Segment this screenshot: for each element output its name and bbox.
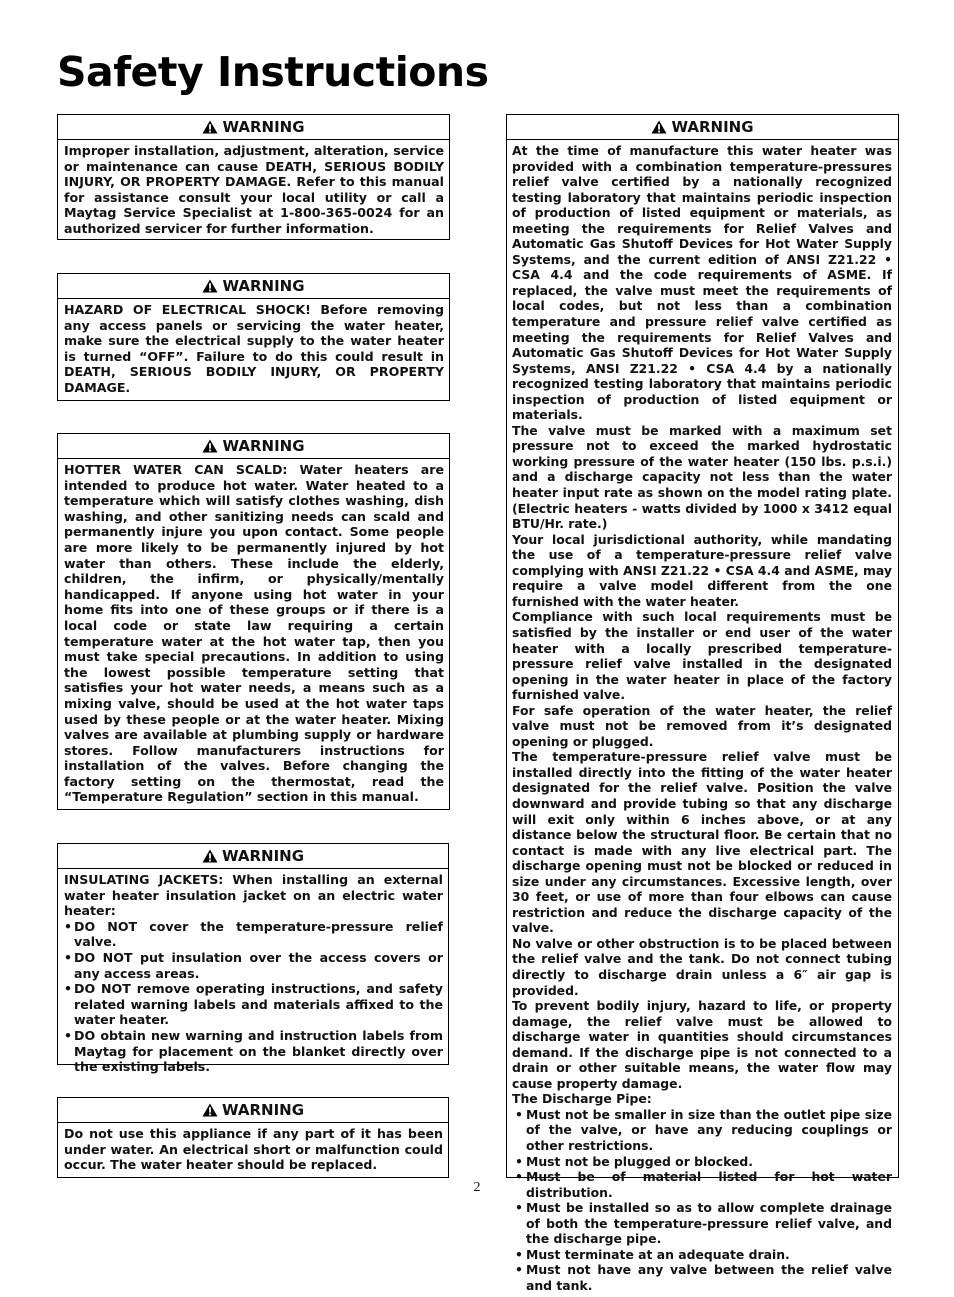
paragraph: No valve or other obstruction is to be placed between the relief valve and the tank. Do not connect tubing directly to discharge drain unless a 6″ air gap is provided.: [512, 935, 892, 998]
warning-header: [58, 434, 449, 459]
warning-triangle-icon: [202, 1103, 218, 1117]
page-number: 2: [473, 1180, 481, 1195]
warning-triangle-icon: [202, 849, 218, 863]
warning-intro: INSULATING JACKETS: When installing an external water heater insulation jacket on an electric water heater:: [64, 872, 443, 919]
warning-text: HAZARD OF ELECTRICAL SHOCK! Before removing any access panels or servicing the water heater, make sure the electrical supply to the water heater is turned “OFF”. Failure to do this could result in DEATH, SERIOUS BODILY INJURY, OR PROPERTY DAMAGE.: [64, 302, 444, 395]
paragraph: Your local jurisdictional authority, while mandating the use of a temperature-pressure relief valve complying with ANSI Z21.22 • CSA 4.4 and ASME, may require a valve model different from the one furnished with the water heater.: [512, 531, 892, 609]
warning-bullet-list: [64, 919, 443, 1075]
warning-box-relief-valve: [506, 114, 899, 1293]
warning-box-insulating-jackets: [57, 843, 449, 1075]
warning-triangle-icon: [651, 120, 667, 134]
warning-box-scald: [57, 433, 450, 810]
warning-header: [58, 115, 449, 140]
warning-header: [58, 844, 448, 869]
warning-triangle-icon: [202, 439, 218, 453]
paragraph: Compliance with such local requirements must be satisfied by the installer or end user of the water heater with a locally prescribed temperature-pressure relief valve installed in the designated opening in the water heater in place of the factory furnished valve.: [512, 609, 892, 703]
discharge-pipe-heading: The Discharge Pipe:: [512, 1091, 652, 1107]
warning-heading: WARNING: [221, 847, 305, 865]
warning-header: [58, 274, 449, 299]
list-item: • DO NOT cover the temperature-pressure relief valve.: [64, 919, 443, 950]
paragraph: For safe operation of the water heater, the relief valve must not be removed from it’s designated opening or plugged.: [512, 702, 892, 749]
warning-heading: WARNING: [221, 1101, 305, 1119]
warning-text: Do not use this appliance if any part of it has been under water. An electrical short or malfunction could occur. The water heater should be replaced.: [64, 1126, 443, 1173]
warning-triangle-icon: [202, 279, 218, 293]
warning-header: [507, 115, 898, 140]
warning-heading: WARNING: [222, 437, 305, 455]
list-item: • DO obtain new warning and instruction labels from Maytag for placement on the blanket directly over the existing labels.: [64, 1028, 443, 1075]
list-item: • Must not be smaller in size than the outlet pipe size of the valve, or have any reducing couplings or other restrictions.: [512, 1107, 892, 1154]
warning-heading: WARNING: [671, 118, 754, 136]
warning-triangle-icon: [202, 120, 218, 134]
list-item: • Must be installed so as to allow complete drainage of both the temperature-pressure relief valve, and the discharge pipe.: [512, 1200, 892, 1247]
warning-box-installation: [57, 114, 450, 240]
paragraph: The temperature-pressure relief valve must be installed directly into the fitting of the water heater designated for the relief valve. Position the valve downward and provide tubing so that any discharge will exit only within 6 inches above, or at any distance below the structural floor. Be certain that no contact is made with any live electrical part. The discharge opening must not be blocked or reduced in size under any circumstances. Excessive length, over 30 feet, or use of more than four elbows can cause restriction and reduce the discharge capacity of the valve.: [512, 749, 892, 936]
warning-header: [58, 1098, 448, 1123]
list-item: • Must not be plugged or blocked.: [512, 1154, 892, 1170]
list-item: • DO NOT remove operating instructions, and safety related warning labels and materials affixed to the water heater.: [64, 981, 443, 1028]
page-title: Safety Instructions: [57, 48, 489, 96]
warning-heading: WARNING: [222, 277, 305, 295]
warning-box-water-damage: [57, 1097, 449, 1178]
paragraph: To prevent bodily injury, hazard to life, or property damage, the relief valve must be allowed to discharge water in quantities should circumstances demand. If the discharge pipe is not connected to a drain or other suitable means, the water flow may cause property damage.: [512, 998, 892, 1091]
list-item: • Must terminate at an adequate drain.: [512, 1247, 892, 1263]
list-item: • Must be of material listed for hot water distribution.: [512, 1169, 892, 1200]
list-item: • DO NOT put insulation over the access covers or any access areas.: [64, 950, 443, 981]
paragraph: At the time of manufacture this water heater was provided with a combination temperature-pressures relief valve certified by a nationally recognized testing laboratory that maintains periodic inspection of production of listed equipment or materials, as meeting the requirements for Relief Valves and Automatic Gas Shutoff Devices for Hot Water Supply Systems, and the current edition of ANSI Z21.22 • CSA 4.4 and the code requirements of ASME. If replaced, the valve must meet the requirements of local codes, but not less than a combination temperature and pressure relief valve certified as meeting the requirements for Relief Valves and Automatic Gas Shutoff Devices for Hot Water Supply Systems, ANSI Z21.22 • CSA 4.4 by a nationally recognized testing laboratory that maintains periodic inspection of production of listed equipment or materials.: [512, 143, 892, 423]
warning-text: Improper installation, adjustment, alteration, service or maintenance can cause DEATH, SERIOUS BODILY INJURY, OR PROPERTY DAMAGE. Refer to this manual for assistance consult your local utility or call a Maytag Service Specialist at 1-800-365-0024 for an authorized servicer for further information.: [64, 143, 444, 236]
warning-heading: WARNING: [222, 118, 305, 136]
paragraph: The valve must be marked with a maximum set pressure not to exceed the marked hydrostatic working pressure of the water heater (150 lbs. p.s.i.) and a discharge capacity not less than the water heater input rate as shown on the model rating plate. (Electric heaters - watts divided by 1000 x 3412 equal BTU/Hr. rate.): [512, 422, 892, 532]
list-item: • Must not have any valve between the relief valve and tank.: [512, 1262, 892, 1293]
warning-box-electrical-shock: [57, 273, 450, 401]
discharge-pipe-list: [512, 1107, 892, 1294]
warning-text: HOTTER WATER CAN SCALD: Water heaters are intended to produce hot water. Water heated to a temperature which will satisfy clothes washing, dish washing, and other sanitizing needs can scald and permanently injure you upon contact. Some people are more likely to be permanently injured by hot water than others. These include the elderly, children, the infirm, or physically/mentally handicapped. If anyone using hot water in your home fits into one of these groups or if there is a local code or state law requiring a certain temperature water at the hot water tap, then you must take special precautions. In addition to using the lowest possible temperature setting that satisfies your hot water needs, a means such as a mixing valve, should be used at the hot water taps used by these people or at the water heater. Mixing valves are available at plumbing supply or hardware stores. Follow manufacturers instructions for installation of the valves. Before changing the factory setting on the thermostat, read the “Temperature Regulation” section in this manual.: [64, 462, 444, 805]
